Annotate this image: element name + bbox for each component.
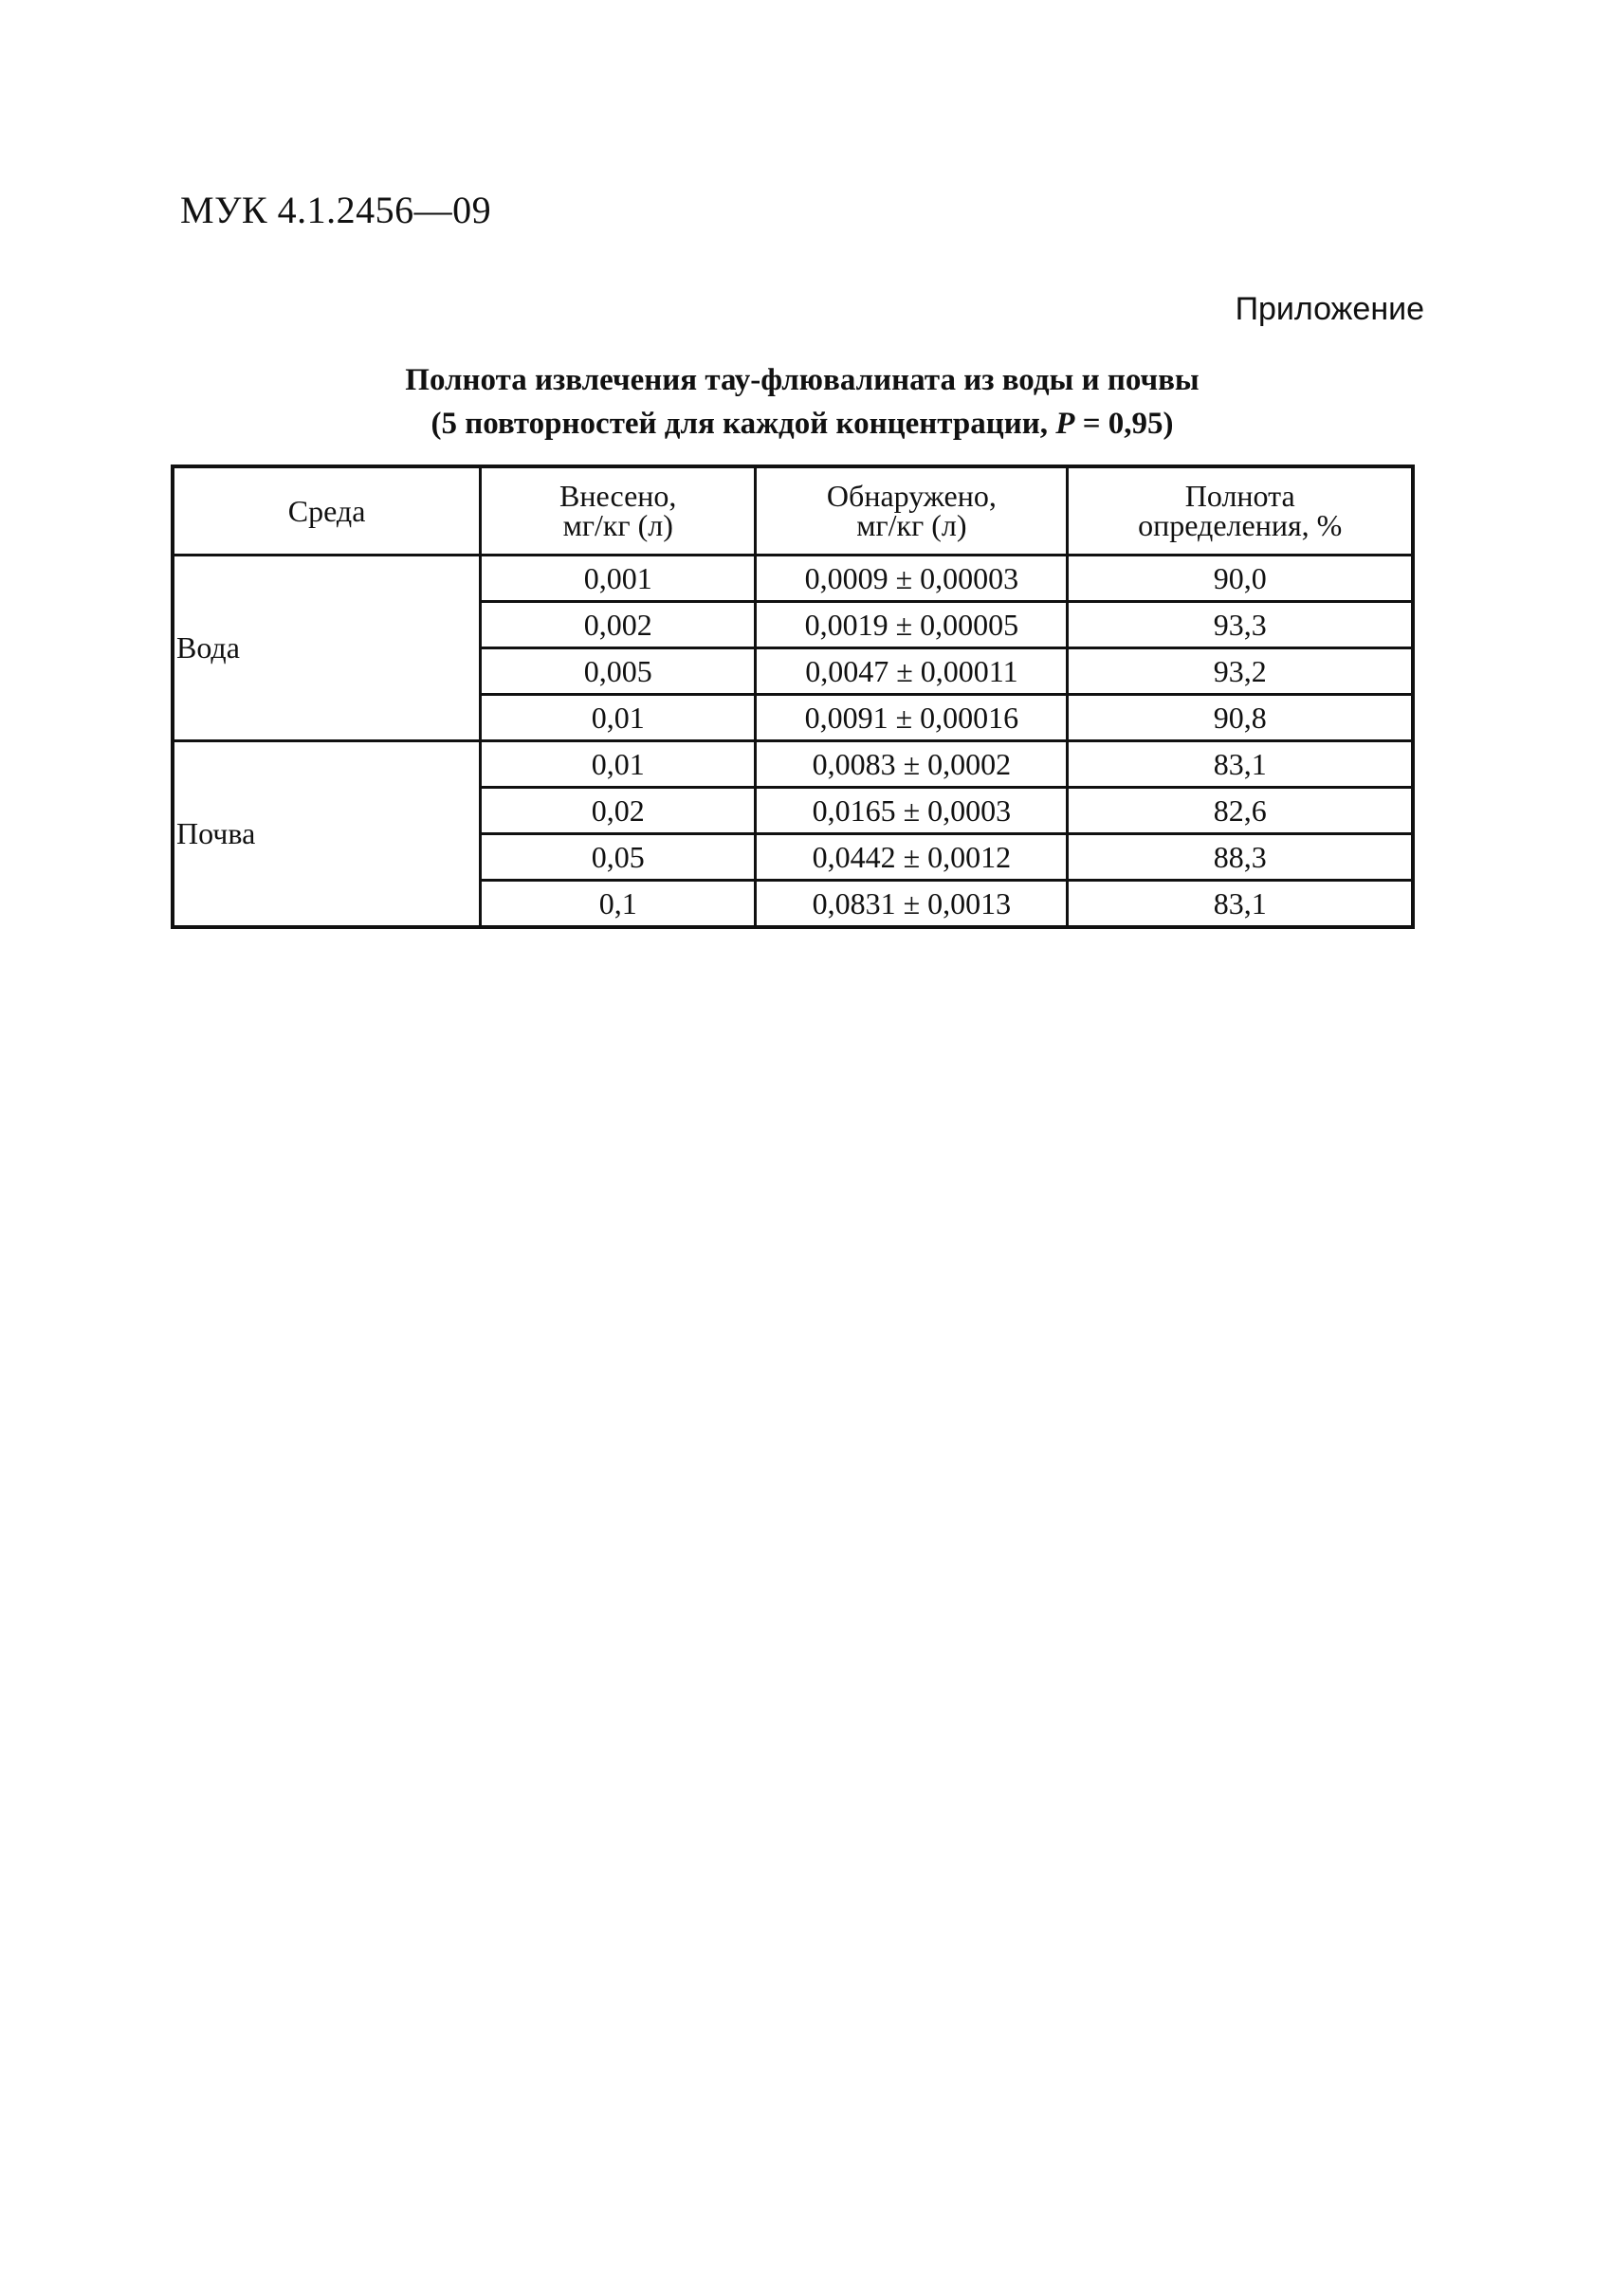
table-title	[180, 358, 1424, 446]
found-cell: 0,0831 ± 0,0013	[756, 881, 1068, 928]
completeness-cell: 90,8	[1068, 695, 1413, 741]
header-added-line2: мг/кг (л)	[562, 508, 673, 542]
header-completeness-line2: определения, %	[1138, 508, 1343, 542]
found-cell: 0,0442 ± 0,0012	[756, 834, 1068, 881]
title-line2-suffix: = 0,95)	[1074, 407, 1174, 441]
header-completeness-line1: Полнота	[1184, 479, 1295, 513]
added-cell: 0,002	[481, 602, 756, 648]
found-cell: 0,0019 ± 0,00005	[756, 602, 1068, 648]
header-found-line2: мг/кг (л)	[856, 508, 967, 542]
completeness-cell: 83,1	[1068, 881, 1413, 928]
medium-cell-water: Вода	[173, 556, 481, 741]
header-added-line1: Внесено,	[559, 479, 677, 513]
added-cell: 0,01	[481, 741, 756, 788]
found-cell: 0,0047 ± 0,00011	[756, 648, 1068, 695]
completeness-cell: 93,3	[1068, 602, 1413, 648]
added-cell: 0,02	[481, 788, 756, 834]
table-title-line2	[180, 402, 1424, 446]
document-code: МУК 4.1.2456—09	[180, 189, 492, 231]
added-cell: 0,1	[481, 881, 756, 928]
found-cell: 0,0165 ± 0,0003	[756, 788, 1068, 834]
found-cell: 0,0091 ± 0,00016	[756, 695, 1068, 741]
header-completeness	[1068, 466, 1413, 556]
table-title-line1: Полнота извлечения тау-флювалината из воды и почвы	[405, 363, 1200, 397]
medium-cell-soil: Почва	[173, 741, 481, 928]
header-found-line1: Обнаружено,	[826, 479, 997, 513]
found-cell: 0,0083 ± 0,0002	[756, 741, 1068, 788]
completeness-cell: 88,3	[1068, 834, 1413, 881]
completeness-cell: 83,1	[1068, 741, 1413, 788]
table-row	[173, 741, 1413, 788]
completeness-cell: 90,0	[1068, 556, 1413, 602]
table-row	[173, 556, 1413, 602]
added-cell: 0,01	[481, 695, 756, 741]
title-line2-variable: P	[1055, 407, 1075, 441]
recovery-table	[171, 465, 1415, 929]
found-cell: 0,0009 ± 0,00003	[756, 556, 1068, 602]
header-found	[756, 466, 1068, 556]
completeness-cell: 93,2	[1068, 648, 1413, 695]
appendix-label: Приложение	[1235, 291, 1424, 327]
header-added	[481, 466, 756, 556]
completeness-cell: 82,6	[1068, 788, 1413, 834]
header-medium: Среда	[173, 466, 481, 556]
table-header-row	[173, 466, 1413, 556]
added-cell: 0,001	[481, 556, 756, 602]
added-cell: 0,005	[481, 648, 756, 695]
added-cell: 0,05	[481, 834, 756, 881]
title-line2-prefix: (5 повторностей для каждой концентрации,	[430, 407, 1056, 441]
